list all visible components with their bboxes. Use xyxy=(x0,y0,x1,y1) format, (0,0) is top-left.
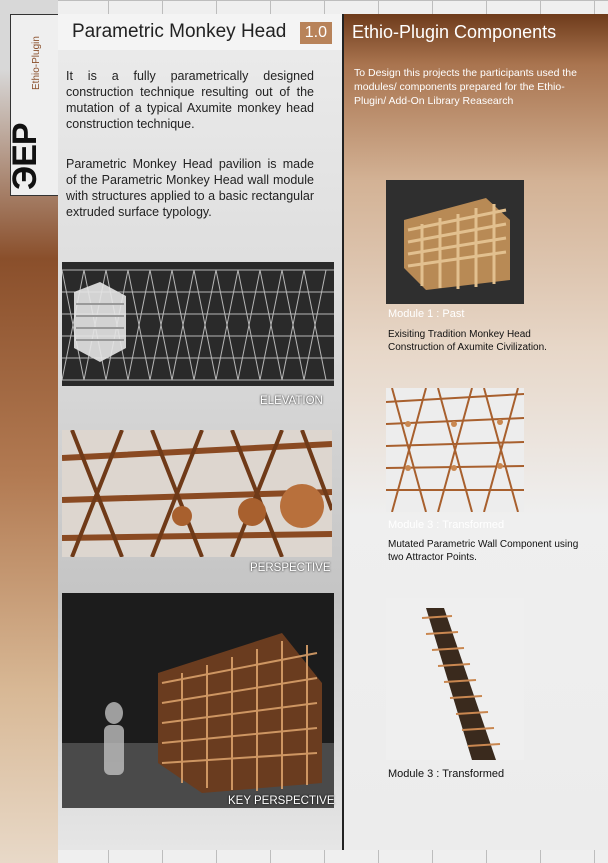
version-badge: 1.0 xyxy=(300,22,332,44)
key-perspective-label: KEY PERSPECTIVE xyxy=(228,795,335,807)
elevation-label: ELEVATION xyxy=(260,395,323,407)
module-3-image xyxy=(386,598,524,760)
module-2-caption: Module 3 : Transformed xyxy=(388,519,505,531)
module-1-image xyxy=(386,180,524,304)
intro-paragraph: It is a fully parametrically designed construction technique resulting out of the mutation of a typical Axumite monkey head construction technique. xyxy=(66,69,314,131)
brand-vertical-text: Ethio-Plugin xyxy=(31,36,42,90)
perspective-image xyxy=(62,430,332,557)
components-title: Ethio-Plugin Components xyxy=(352,22,557,42)
brand-logo: ЭEP xyxy=(6,123,44,190)
title-bar xyxy=(58,14,342,50)
key-perspective-image xyxy=(62,593,334,808)
module-1-description: Exisiting Tradition Monkey Head Construction of Axumite Civilization. xyxy=(388,329,547,353)
perspective-label: PERSPECTIVE xyxy=(250,562,331,574)
components-intro: To Design this projects the participants used the modules/ components prepared for the Ethio-Plugin/ Add-On Library Reasearch xyxy=(354,67,577,107)
module-1-caption: Module 1 : Past xyxy=(388,308,465,320)
module-2-description: Mutated Parametric Wall Component using two Attractor Points. xyxy=(388,539,579,563)
page-title: Parametric Monkey Head xyxy=(72,21,287,42)
elevation-image xyxy=(62,262,334,386)
module-2-image xyxy=(386,388,524,512)
pavilion-paragraph: Parametric Monkey Head pavilion is made of the Parametric Monkey Head wall module with structures applied to a basic rectangular extruded surface typology. xyxy=(66,157,314,219)
module-3-caption: Module 3 : Transformed xyxy=(388,768,505,780)
